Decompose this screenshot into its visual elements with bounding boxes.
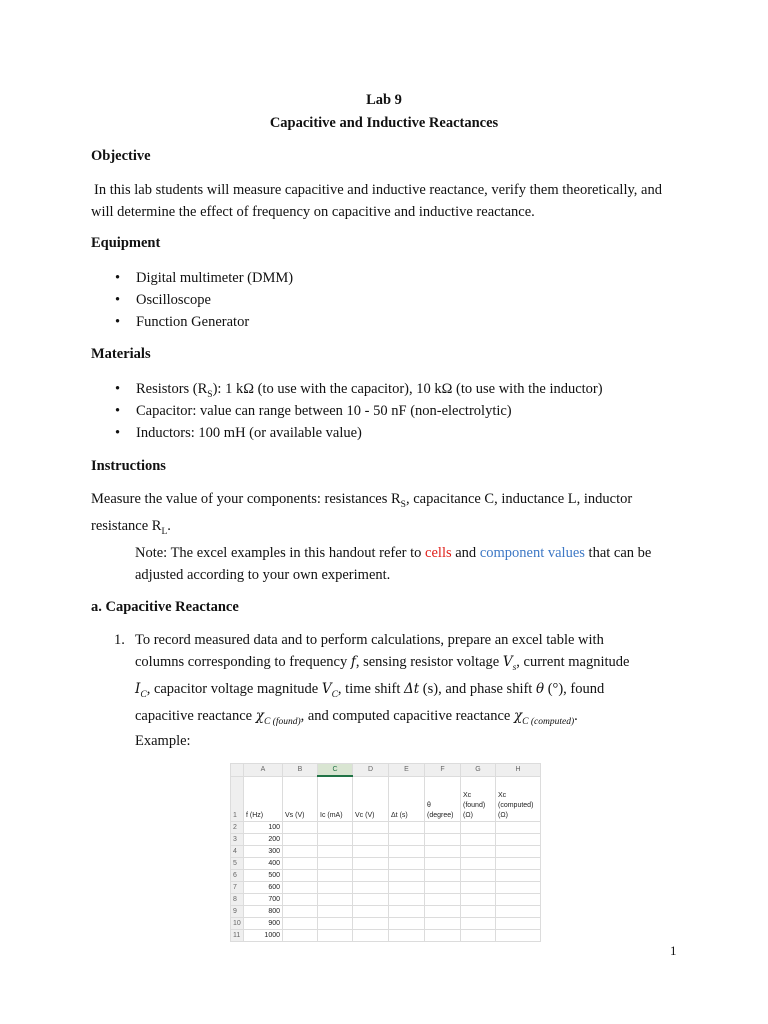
list-item: • Digital multimeter (DMM) (91, 267, 293, 289)
column-header-selected: C (318, 764, 353, 777)
column-header: H (496, 764, 541, 777)
table-row: 5 400 (231, 858, 541, 870)
column-header: B (283, 764, 318, 777)
table-row: 3 200 (231, 834, 541, 846)
header-cell: Δt (s) (389, 776, 425, 822)
equipment-heading: Equipment (91, 235, 161, 251)
column-header: A (244, 764, 283, 777)
row-header: 1 (231, 776, 244, 822)
header-cell: f (Hz) (244, 776, 283, 822)
list-item: • Capacitor: value can range between 10 - 50 nF (non-electrolytic) (91, 400, 603, 422)
bullet-icon: • (115, 381, 121, 397)
header-cell: θ (degree) (425, 776, 461, 822)
column-header: G (461, 764, 496, 777)
example-label: Example: (135, 733, 191, 749)
table-row: 11 1000 (231, 930, 541, 942)
table-row: 9 800 (231, 906, 541, 918)
table-row: 7 600 (231, 882, 541, 894)
instructions-heading: Instructions (91, 458, 166, 474)
note-text: Note: The excel examples in this handout refer to cells and component values that can be adjusted according to your own experiment. (135, 545, 652, 583)
table-row: 8 700 (231, 894, 541, 906)
bullet-icon: • (115, 314, 121, 330)
objective-text: In this lab students will measure capacitive and inductive reactance, verify them theoretically, and will determine the effect of frequency on capacitive and inductive reactance. (91, 182, 662, 220)
excel-table (230, 763, 541, 942)
header-cell: Vc (V) (353, 776, 389, 822)
bullet-icon: • (115, 292, 121, 308)
section-a-heading: a. Capacitive Reactance (91, 599, 239, 615)
table-row: 2 100 (231, 822, 541, 834)
equipment-list (91, 267, 293, 333)
step-number: 1. (114, 632, 125, 648)
column-header-row (231, 764, 541, 777)
bullet-icon: • (115, 425, 121, 441)
materials-list (91, 378, 603, 444)
objective-heading: Objective (91, 148, 151, 164)
header-cell: Xc (computed) (Ω) (496, 776, 541, 822)
instructions-text: Measure the value of your components: resistances $R_S$, capacitance C, inductance L, inductor resistance $R_L$. (91, 491, 633, 538)
table-row: 4 300 (231, 846, 541, 858)
table-row (231, 776, 541, 822)
header-cell: Vs (V) (283, 776, 318, 822)
step-1-text: To record measured data and to perform calculations, prepare an excel table with columns corresponding to frequency f, sensing resistor voltage $V_s$, current magnitude $I_C$, capacitor voltage magnitude $V_C$, time shift Δt (s), and phase shift θ (°), found capacitive reactance $\chi_{C (found)}$, and computed capacitive reactance $\chi_{C (computed)}$. (135, 632, 630, 728)
table-row: 10 900 (231, 918, 541, 930)
table-row: 6 500 (231, 870, 541, 882)
corner-cell (231, 764, 244, 777)
header-cell: Xc (found) (Ω) (461, 776, 496, 822)
bullet-icon: • (115, 403, 121, 419)
column-header: E (389, 764, 425, 777)
column-header: F (425, 764, 461, 777)
list-item: • Oscilloscope (91, 289, 293, 311)
page-number: 1 (670, 943, 677, 958)
bullet-icon: • (115, 270, 121, 286)
materials-heading: Materials (91, 346, 151, 362)
list-item: • Inductors: 100 mH (or available value) (91, 422, 603, 444)
column-header: D (353, 764, 389, 777)
list-item: • Resistors $(R_S)$: 1 kΩ (to use with the capacitor), 10 kΩ (to use with the inductor) (91, 378, 603, 400)
list-item: • Function Generator (91, 311, 293, 333)
lab-number: Lab 9 (366, 92, 402, 108)
lab-title: Capacitive and Inductive Reactances (269, 115, 499, 131)
header-cell: Ic (mA) (318, 776, 353, 822)
